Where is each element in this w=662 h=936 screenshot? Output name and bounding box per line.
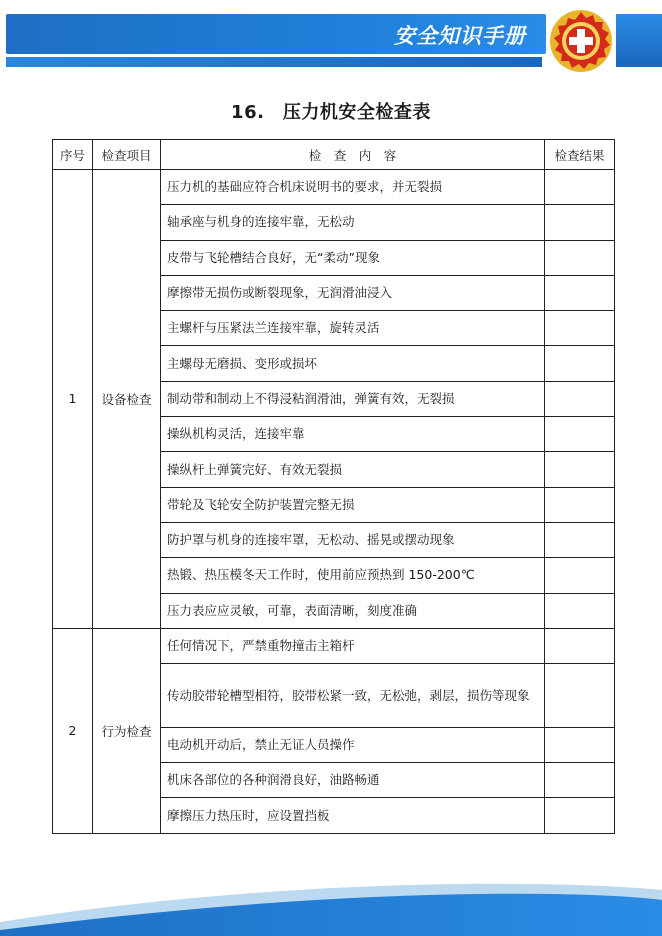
check-content: 任何情况下，严禁重物撞击主箱杆 — [161, 628, 545, 663]
document-title: 16. 压力机安全检查表 — [231, 102, 431, 123]
page-header — [0, 0, 662, 80]
header-stripe — [6, 57, 542, 67]
check-result-cell[interactable] — [545, 487, 615, 522]
group-number: 2 — [53, 628, 93, 833]
check-content: 主螺母无磨损、变形或损坏 — [161, 346, 545, 381]
group-number: 1 — [53, 170, 93, 629]
check-content: 摩擦带无损伤或断裂现象，无润滑油浸入 — [161, 275, 545, 310]
check-result-cell[interactable] — [545, 170, 615, 205]
check-result-cell[interactable] — [545, 417, 615, 452]
check-result-cell[interactable] — [545, 452, 615, 487]
safety-cross-emblem-icon — [548, 8, 614, 74]
check-result-cell[interactable] — [545, 628, 615, 663]
check-result-cell[interactable] — [545, 558, 615, 593]
table-row — [53, 170, 615, 205]
header-banner-right — [616, 14, 662, 67]
table-row — [53, 628, 615, 663]
header-result: 检查结果 — [545, 140, 615, 170]
header-no: 序号 — [53, 140, 93, 170]
check-result-cell[interactable] — [545, 275, 615, 310]
check-content: 操纵杆上弹簧完好、有效无裂损 — [161, 452, 545, 487]
check-result-cell[interactable] — [545, 593, 615, 628]
header-content: 检 查 内 容 — [161, 140, 545, 170]
check-content: 制动带和制动上不得浸粘润滑油，弹簧有效，无裂损 — [161, 381, 545, 416]
check-content: 操纵机构灵活，连接牢靠 — [161, 417, 545, 452]
check-result-cell[interactable] — [545, 381, 615, 416]
check-content: 主螺杆与压紧法兰连接牢靠，旋转灵活 — [161, 311, 545, 346]
check-result-cell[interactable] — [545, 240, 615, 275]
inspection-table — [52, 139, 615, 834]
header-title: 安全知识手册 — [394, 24, 526, 48]
table-header-row — [53, 140, 615, 170]
check-result-cell[interactable] — [545, 728, 615, 763]
check-result-cell[interactable] — [545, 311, 615, 346]
check-content: 带轮及飞轮安全防护装置完整无损 — [161, 487, 545, 522]
header-item: 检查项目 — [93, 140, 161, 170]
check-result-cell[interactable] — [545, 664, 615, 728]
footer-wave — [0, 860, 662, 936]
check-result-cell[interactable] — [545, 346, 615, 381]
header-banner — [6, 14, 546, 54]
check-content: 防护罩与机身的连接牢罩，无松动、摇晃或摆动现象 — [161, 522, 545, 557]
check-content: 轴承座与机身的连接牢靠，无松动 — [161, 205, 545, 240]
group-item: 设备检查 — [93, 170, 161, 629]
check-result-cell[interactable] — [545, 522, 615, 557]
check-result-cell[interactable] — [545, 763, 615, 798]
check-content: 压力表应应灵敏，可靠，表面清晰，刻度准确 — [161, 593, 545, 628]
check-content: 热锻、热压模冬天工作时，使用前应预热到 150-200℃ — [161, 558, 545, 593]
check-content: 机床各部位的各种润滑良好，油路畅通 — [161, 763, 545, 798]
check-result-cell[interactable] — [545, 798, 615, 833]
check-content: 电动机开动后，禁止无证人员操作 — [161, 728, 545, 763]
check-content: 皮带与飞轮槽结合良好，无“柔动”现象 — [161, 240, 545, 275]
check-content: 摩擦压力热压时，应设置挡板 — [161, 798, 545, 833]
group-item: 行为检查 — [93, 628, 161, 833]
check-result-cell[interactable] — [545, 205, 615, 240]
check-content: 压力机的基础应符合机床说明书的要求，并无裂损 — [161, 170, 545, 205]
check-content: 传动胶带轮槽型相符，胶带松紧一致，无松弛，剥层，损伤等现象 — [161, 664, 545, 728]
